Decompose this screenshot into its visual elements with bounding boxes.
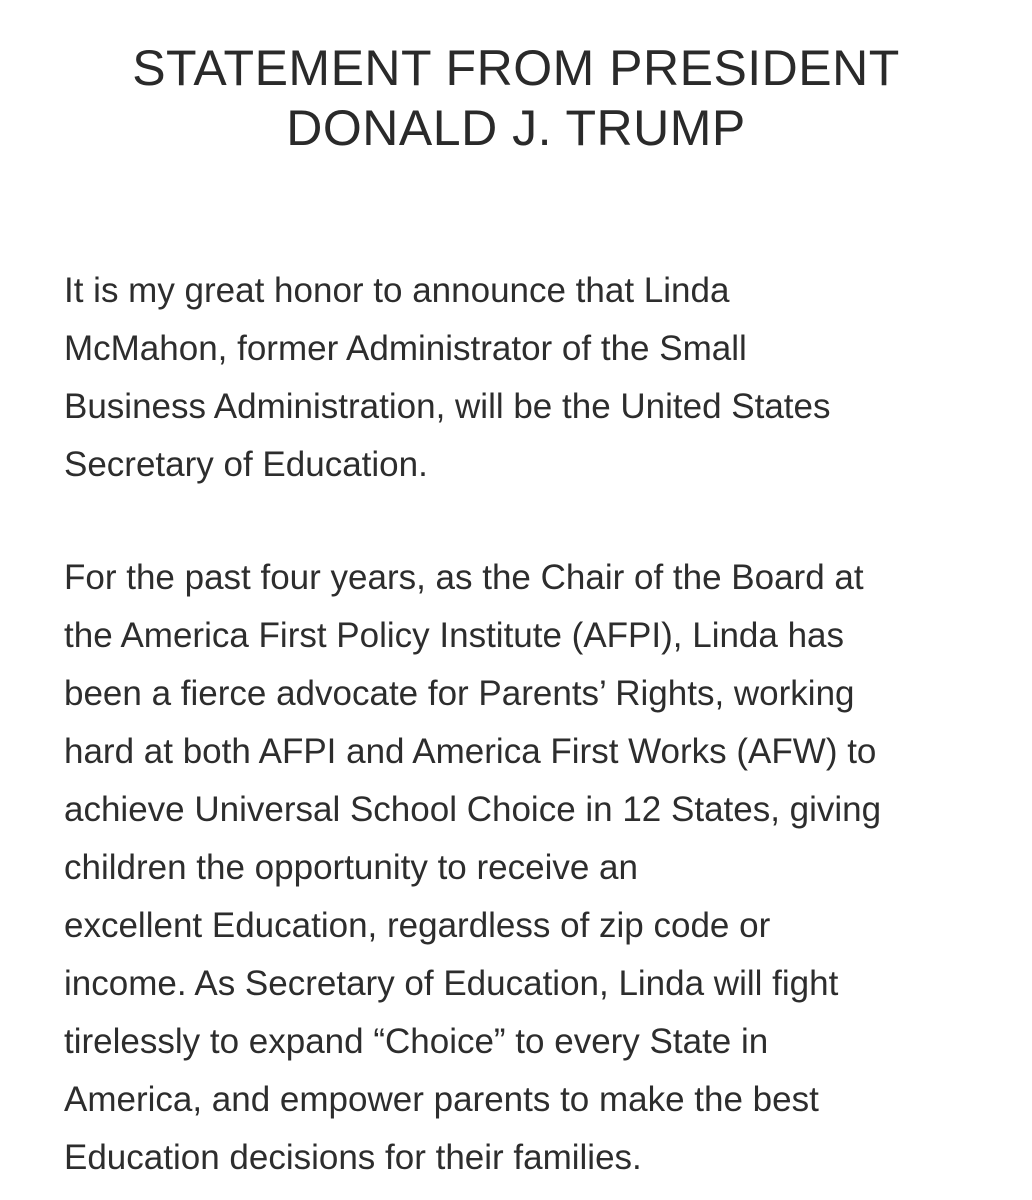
paragraph-line: income. As Secretary of Education, Linda will fight	[64, 964, 839, 1003]
paragraph-line: been a fierce advocate for Parents’ Rights, working	[64, 674, 855, 713]
paragraph-line: tirelessly to expand “Choice” to every State in	[64, 1022, 769, 1061]
statement-title-line-1: STATEMENT FROM PRESIDENT	[132, 40, 900, 96]
paragraph-line: achieve Universal School Choice in 12 States, giving	[64, 790, 882, 829]
paragraph-line: Business Administration, will be the United States	[64, 387, 831, 426]
paragraph-line: It is my great honor to announce that Linda	[64, 271, 730, 310]
paragraph-line: children the opportunity to receive an	[64, 848, 638, 887]
paragraph-line: America, and empower parents to make the best	[64, 1080, 819, 1119]
paragraph-background	[64, 549, 1024, 1187]
paragraph-line: Secretary of Education.	[64, 445, 428, 484]
paragraph-line: the America First Policy Institute (AFPI), Linda has	[64, 616, 845, 655]
paragraph-line: hard at both AFPI and America First Works (AFW) to	[64, 732, 877, 771]
statement-title	[0, 38, 1032, 158]
statement-title-line-2: DONALD J. TRUMP	[286, 100, 746, 156]
paragraph-line: McMahon, former Administrator of the Small	[64, 329, 747, 368]
paragraph-line: Education decisions for their families.	[64, 1138, 642, 1177]
paragraph-announcement	[64, 262, 1024, 494]
paragraph-line: For the past four years, as the Chair of the Board at	[64, 558, 864, 597]
paragraph-line: excellent Education, regardless of zip code or	[64, 906, 771, 945]
